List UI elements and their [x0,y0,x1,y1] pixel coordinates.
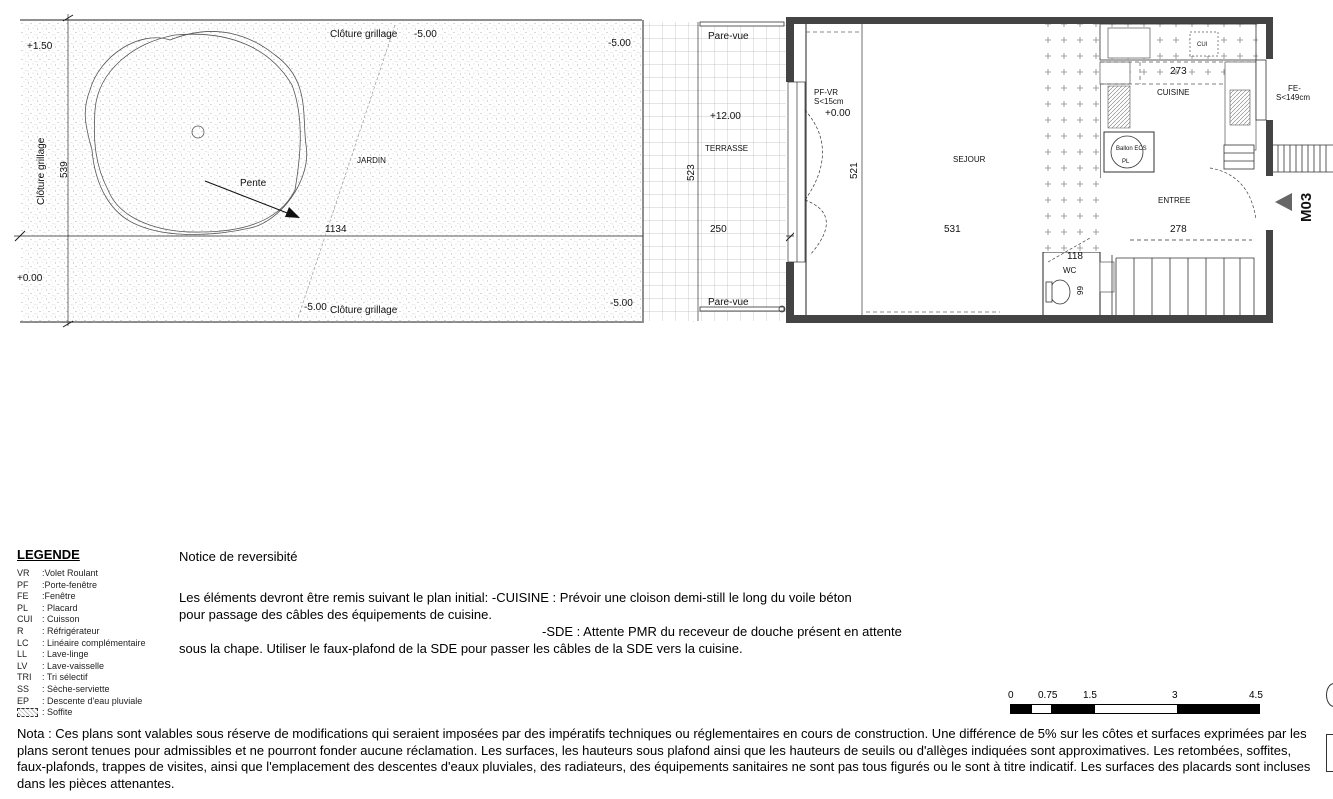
legend-code: LL [17,649,28,660]
legend-desc: :Volet Roulant [42,568,99,578]
fence-left-label: Clôture grillage [36,137,47,205]
legend [17,547,177,719]
equipment-cui: CUI [1197,42,1208,48]
scale-label-0: 0 [1008,690,1014,701]
dim-entree-width: 278 [1170,224,1187,235]
floor-plan [0,0,1333,330]
notice-line-3: -SDE : Attente PMR du receveur de douche présent en attente [542,624,902,639]
entry-step [1224,145,1254,169]
scale-label-3: 3 [1172,690,1178,701]
room-jardin: JARDIN [357,156,386,165]
legend-item [17,614,177,626]
legend-item [17,568,177,580]
dim-garden-width: 1134 [325,224,347,235]
legend-item-soffite [17,707,177,719]
screen-top-label: Pare-vue [708,31,749,42]
legend-item [17,603,177,615]
window-code-pfvr: PF-VR [814,88,838,97]
room-wc: WC [1063,266,1077,275]
legend-item [17,684,177,696]
legend-desc: : Tri sélectif [42,672,88,683]
legend-desc: : Linéaire complémentaire [42,637,146,648]
level-sw: +0.00 [17,273,43,284]
screen-bottom-label: Pare-vue [708,297,749,308]
dim-garden-height: 539 [59,161,70,178]
window-code-fe: FE- [1288,84,1301,93]
legend-desc: : Cuisson [42,614,80,625]
soffite-swatch-icon [17,708,38,717]
legend-item [17,638,177,650]
legend-desc: : Lave-vaisselle [42,660,105,671]
notice-line-4: sous la chape. Utiliser le faux-plafond de la SDE pour passer les câbles de la SDE vers la cuisine. [179,641,743,656]
dim-terrace-width: 250 [710,224,727,235]
dim-wc-height: 99 [1076,286,1085,295]
scale-segment [1094,704,1178,714]
fence-top-label: Clôture grillage [330,29,398,40]
window-size-fe: S<149cm [1276,93,1311,102]
notice-line-2: pour passage des câbles des équipements de cuisine. [179,607,492,622]
room-sejour: SEJOUR [953,155,986,164]
dim-sejour-height: 521 [849,162,860,179]
legend-code: LC [17,637,29,648]
legend-code: VR [17,568,30,578]
legend-desc: : Sèche-serviette [42,683,110,694]
legend-item [17,626,177,638]
equipment-pl: PL [1122,159,1130,165]
legend-desc-soffite: : Soffite [42,707,73,718]
scale-label-2: 1.5 [1083,690,1097,701]
legend-code: PL [17,602,29,613]
legend-title: LEGENDE [17,547,80,562]
scale-segment [1178,704,1260,714]
scale-segment [1052,704,1094,714]
legend-code: PF [17,579,29,590]
dim-terrace-height: 523 [686,164,697,181]
slope-label: Pente [240,178,267,189]
level-top-a: -5.00 [414,29,437,40]
legend-item [17,591,177,603]
legend-desc: : Lave-linge [42,649,89,660]
dim-kitchen-width: 273 [1170,66,1187,77]
legend-item [17,661,177,673]
equipment-ballon: Ballon ECS [1116,146,1147,152]
scale-label-4: 4.5 [1249,690,1263,701]
legend-desc: :Fenêtre [42,591,76,602]
disclaimer-note: Nota : Ces plans sont valables sous réserve de modifications qui seraient imposées par des impératifs techniques ou réglementaires en cours de construction. Une différence de 5% sur les côtes et surfaces exprimées par les plans seront tenues pour admissibles et ne pourront fonder aucune réclamation. Les surfaces, les hauteurs sous plafond ainsi que les hauteurs de seuils ou d'allèges indiquées sont approximatives. Les retombées, soffites, faux-plafonds, trappes de visites, ainsi que l'emplacement des descentes d'eaux pluviales, des radiateurs, des équipements sanitaires ne sont pas tous figurés ou le sont à titre indicatif. Les surfaces des placards sont incluses dans les pièces attenantes. [17,726,1311,792]
legend-code: TRI [17,672,32,683]
legend-desc: : Réfrigérateur [42,625,100,636]
reversibility-notice [179,548,979,657]
kitchen-zone [1043,24,1100,252]
dim-wc-width: 118 [1067,251,1083,262]
legend-item [17,580,177,592]
room-cuisine: CUISINE [1157,88,1190,97]
legend-item [17,696,177,708]
privacy-screen-top [700,22,784,26]
terrace-area [643,22,786,321]
legend-code: SS [17,683,30,694]
entrance-door-hatch [1273,145,1333,172]
legend-item [17,672,177,684]
notice-title: Notice de reversibité [179,549,298,564]
page-edge-box-icon [1326,734,1333,772]
legend-code: FE [17,591,29,602]
legend-desc: : Placard [42,602,78,613]
scale-bar [1008,690,1268,726]
legend-list [17,568,177,707]
page-edge-circle-icon [1326,683,1333,707]
legend-code: CUI [17,614,33,625]
scale-label-1: 0.75 [1038,690,1058,701]
scale-segment [1010,704,1031,714]
scale-segment [1031,704,1052,714]
level-nw: +1.50 [27,41,53,52]
unit-code: M03 [1298,192,1315,222]
legend-item [17,649,177,661]
legend-code: R [17,625,24,636]
legend-desc: :Porte-fenêtre [42,579,98,590]
level-bottom-b: -5.00 [610,298,633,309]
entrance-arrow-icon [1275,193,1292,211]
level-terrasse: +12.00 [710,111,741,122]
room-entree: ENTREE [1158,196,1191,205]
notice-line-1: Les éléments devront être remis suivant le plan initial: -CUISINE : Prévoir une cloison demi-still le long du voile béton [179,590,852,605]
garden-area [20,20,642,323]
legend-code: LV [17,660,28,671]
window-size-pfvr: S<15cm [814,97,844,106]
level-bottom-a: -5.00 [304,302,327,313]
legend-code: EP [17,695,30,706]
level-sejour: +0.00 [825,108,851,119]
fence-bottom-label: Clôture grillage [330,305,398,316]
room-terrasse: TERRASSE [705,144,749,153]
dim-sejour-width: 531 [944,224,961,235]
level-top-b: -5.00 [608,38,631,49]
legend-desc: : Descente d'eau pluviale [42,695,143,706]
